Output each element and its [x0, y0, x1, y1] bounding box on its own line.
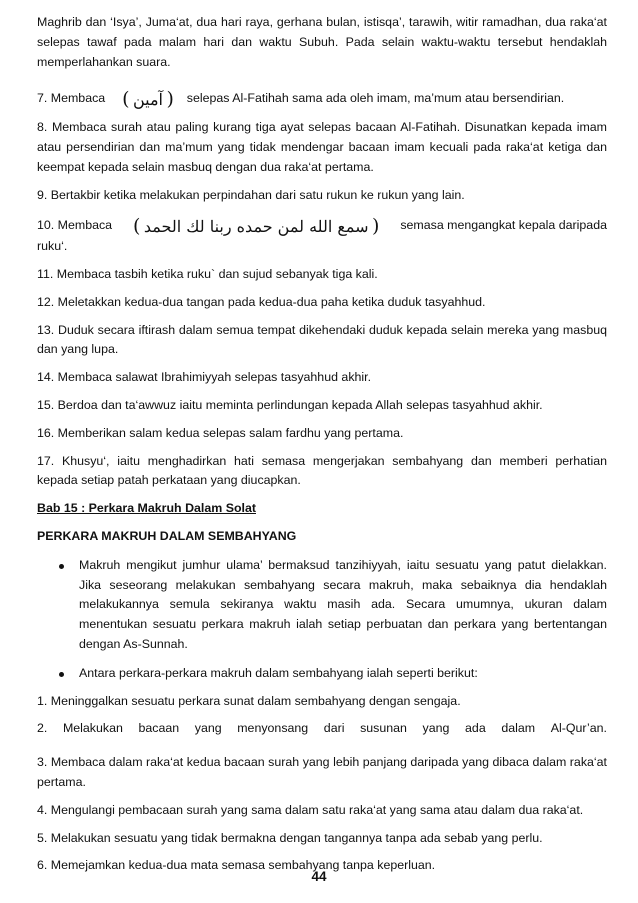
- makruh-2-word: yang: [194, 721, 222, 736]
- item-10-close-paren: ): [371, 215, 380, 238]
- bullet-dot-icon: [59, 564, 64, 569]
- makruh-item-1: 1. Meninggalkan sesuatu perkara sunat dalam sembahyang dengan sengaja.: [37, 693, 461, 708]
- bullet-item: [37, 664, 607, 684]
- arabic-samiallah-text: سمع الله لمن حمده ربنا لك الحمد: [143, 217, 369, 237]
- section-heading: PERKARA MAKRUH DALAM SEMBAHYANG: [37, 528, 297, 543]
- arabic-amin-text: آمين: [132, 90, 163, 110]
- sunnah-item-14: 14. Membaca salawat Ibrahimiyyah selepas tasyahhud akhir.: [37, 370, 372, 385]
- makruh-item-5: 5. Melakukan sesuatu yang tidak bermakna dengan tangannya tanpa ada sebab yang perlu.: [37, 830, 543, 845]
- sunnah-item-8: 8. Membaca surah atau paling kurang tiga ayat selepas bacaan Al-Fatihah. Disunatkan kepada imam atau persendirian dan ma’mum yang tidak mendengar bacaan imam kecuali pada raka‘at ketiga dan keempat kepada selain masbuq dengan dua raka‘at pertama.: [37, 120, 607, 174]
- makruh-2-word: dari: [323, 721, 345, 736]
- bullet-dot-icon: [59, 672, 64, 677]
- sunnah-item-10: [37, 216, 607, 257]
- item-10-arabic-group: [133, 216, 379, 237]
- makruh-2-word: dalam: [501, 721, 536, 736]
- makruh-item-3: 3. Membaca dalam raka‘at kedua bacaan surah yang lebih panjang daripada yang dibaca dalam raka‘at pertama.: [37, 755, 607, 789]
- makruh-2-word: Melakukan: [62, 721, 123, 736]
- item-10-prefix: 10. Membaca: [37, 218, 113, 233]
- sunnah-item-7: [37, 89, 607, 110]
- bullet-item: [37, 556, 607, 655]
- item-7-open-paren: (: [122, 88, 130, 111]
- document-page: [37, 0, 607, 876]
- page-number: 44: [311, 869, 327, 884]
- makruh-2-word: 2.: [37, 721, 48, 736]
- makruh-2-word: menyonsang: [237, 721, 309, 736]
- item-7-close-paren: ): [166, 88, 174, 111]
- bullet-text: Antara perkara-perkara makruh dalam sembahyang ialah seperti berikut:: [79, 665, 478, 680]
- makruh-item-6: 6. Memejamkan kedua-dua mata semasa sembahyang tanpa keperluan.: [37, 858, 436, 873]
- bullet-text: Makruh mengikut jumhur ulama’ bermaksud tanzihiyyah, iaitu sesuatu yang patut dielakkan. Jika seseorang melakukan sembahyang secara makruh, maka sebaiknya dia hendaklah melakukannya semula sekiranya waktu masih ada. Secara umumnya, ukuran dalam menentukan sesuatu perkara makruh ialah setiap perbuatan dan perkara yang bertentangan dengan As-Sunnah.: [79, 557, 607, 651]
- sunnah-item-13: 13. Duduk secara iftirash dalam semua tempat dikehendaki duduk kepada selain mereka yang masbuq dan yang lupa.: [37, 322, 607, 357]
- sunnah-item-12: 12. Meletakkan kedua-dua tangan pada kedua-dua paha ketika duduk tasyahhud.: [37, 294, 486, 309]
- makruh-2-word: Al-Qur’an.: [550, 721, 607, 736]
- item-7-prefix: 7. Membaca: [37, 91, 106, 106]
- item-7-suffix: selepas Al-Fatihah sama ada oleh imam, ma’mum atau bersendirian.: [186, 91, 565, 106]
- item-10-suffix: semasa mengangkat kepala daripada: [400, 218, 607, 233]
- item-10-open-paren: (: [133, 215, 141, 238]
- sunnah-item-15: 15. Berdoa dan ta‘awwuz iaitu meminta perlindungan kepada Allah selepas tasyahhud akhir.: [37, 397, 543, 412]
- sunnah-item-11: 11. Membaca tasbih ketika ruku` dan sujud sebanyak tiga kali.: [37, 266, 378, 281]
- makruh-item-4: 4. Mengulangi pembacaan surah yang sama dalam satu raka‘at yang sama atau dalam dua raka‘at.: [37, 802, 584, 817]
- item-10-second-line: ruku‘.: [37, 239, 68, 254]
- continuation-paragraph: Maghrib dan ‘Isya’, Juma‘at, dua hari raya, gerhana bulan, istisqa’, tarawih, witir ramadhan, dua raka‘at selepas tawaf pada malam hari dan waktu Subuh. Pada selain waktu-waktu tersebut hendaklah memperlahankan suara.: [37, 15, 607, 69]
- makruh-2-word: bacaan: [138, 721, 180, 736]
- makruh-2-word: yang: [422, 721, 450, 736]
- sunnah-item-17: 17. Khusyu‘, iaitu menghadirkan hati semasa mengerjakan sembahyang dan memberi perhatian kepada setiap patah perkataan yang diucapkan.: [37, 453, 607, 488]
- chapter-heading: Bab 15 : Perkara Makruh Dalam Solat: [37, 501, 256, 516]
- makruh-2-word: ada: [465, 721, 486, 736]
- sunnah-item-9: 9. Bertakbir ketika melakukan perpindahan dari satu rukun ke rukun yang lain.: [37, 187, 465, 202]
- makruh-2-word: susunan: [360, 721, 407, 736]
- sunnah-item-16: 16. Memberikan salam kedua selepas salam fardhu yang pertama.: [37, 425, 404, 440]
- makruh-item-2: [37, 719, 607, 739]
- item-10-first-line: [37, 216, 607, 237]
